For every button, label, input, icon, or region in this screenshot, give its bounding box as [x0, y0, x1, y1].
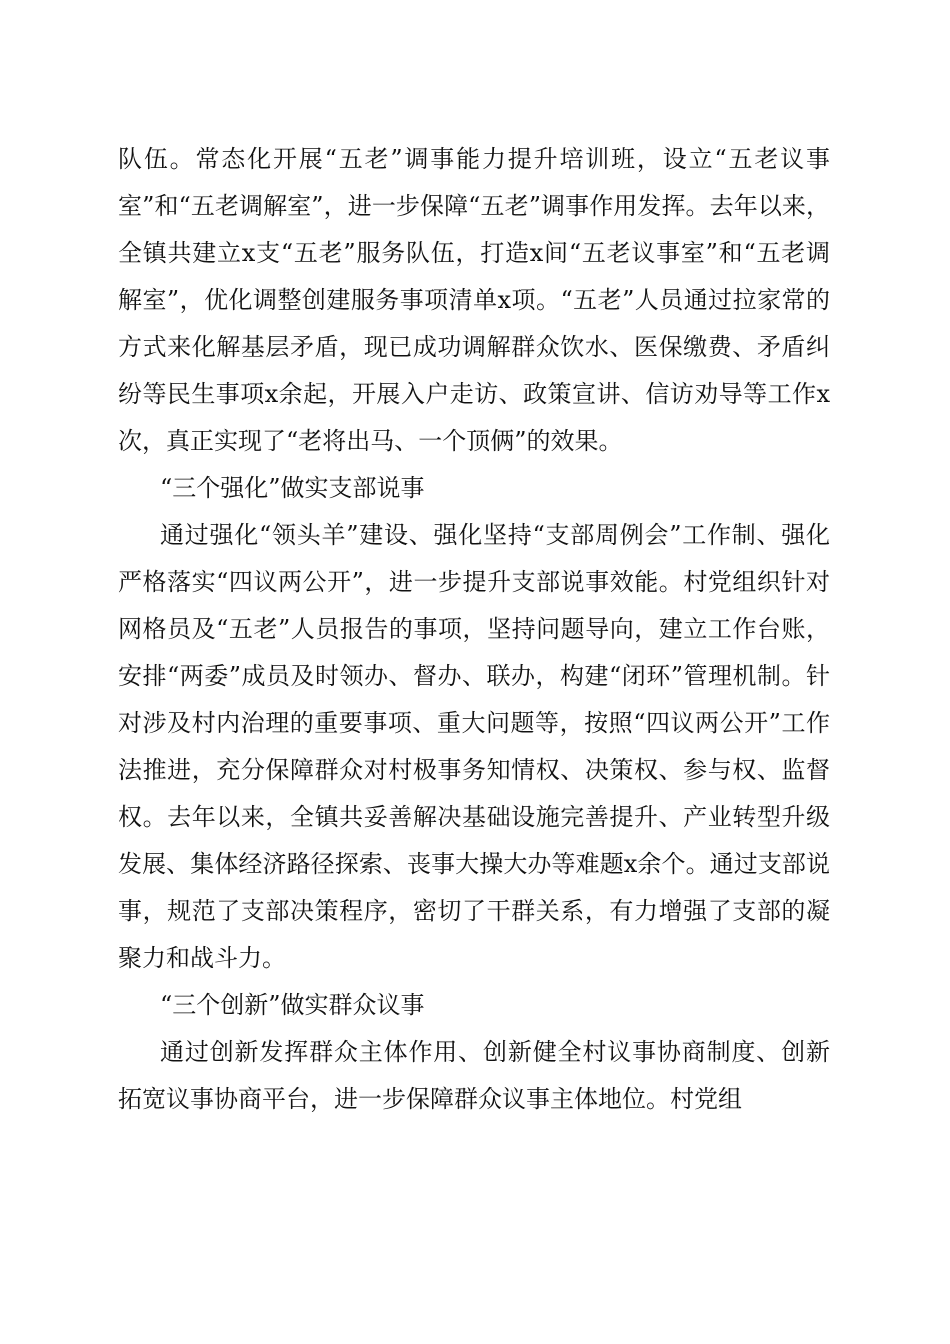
section-heading-public-discussion: “三个创新”做实群众议事 [160, 991, 425, 1019]
paragraph-wulao-continuation: 队伍。常态化开展“五老”调事能力提升培训班，设立“五老议事室”和“五老调解室”，进一步保障“五老”调事作用发挥。去年以来，全镇共建立x支“五老”服务队伍，打造x间“五老议事室”和“五老调解室”，优化调整创建服务事项清单x项。“五老”人员通过拉家常的方式来化解基层矛盾，现已成功调解群众饮水、医保缴费、矛盾纠纷等民生事项x余起，开展入户走访、政策宣讲、信访劝导等工作x次，真正实现了“老将出马、一个顶俩”的效果。 [118, 145, 830, 455]
paragraph-public-discussion: 通过创新发挥群众主体作用、创新健全村议事协商制度、创新拓宽议事协商平台，进一步保障群众议事主体地位。村党组 [118, 1038, 830, 1113]
section-heading-branch-discussion: “三个强化”做实支部说事 [160, 474, 425, 502]
paragraph-branch-discussion: 通过强化“领头羊”建设、强化坚持“支部周例会”工作制、强化严格落实“四议两公开”，进一步提升支部说事效能。村党组织针对网格员及“五老”人员报告的事项，坚持问题导向，建立工作台账，安排“两委”成员及时领办、督办、联办，构建“闭环”管理机制。针对涉及村内治理的重要事项、重大问题等，按照“四议两公开”工作法推进，充分保障群众对村极事务知情权、决策权、参与权、监督权。去年以来，全镇共妥善解决基础设施完善提升、产业转型升级发展、集体经济路径探索、丧事大操大办等难题x余个。通过支部说事，规范了支部决策程序，密切了干群关系，有力增强了支部的凝聚力和战斗力。 [118, 521, 830, 972]
body-text [118, 136, 830, 1123]
